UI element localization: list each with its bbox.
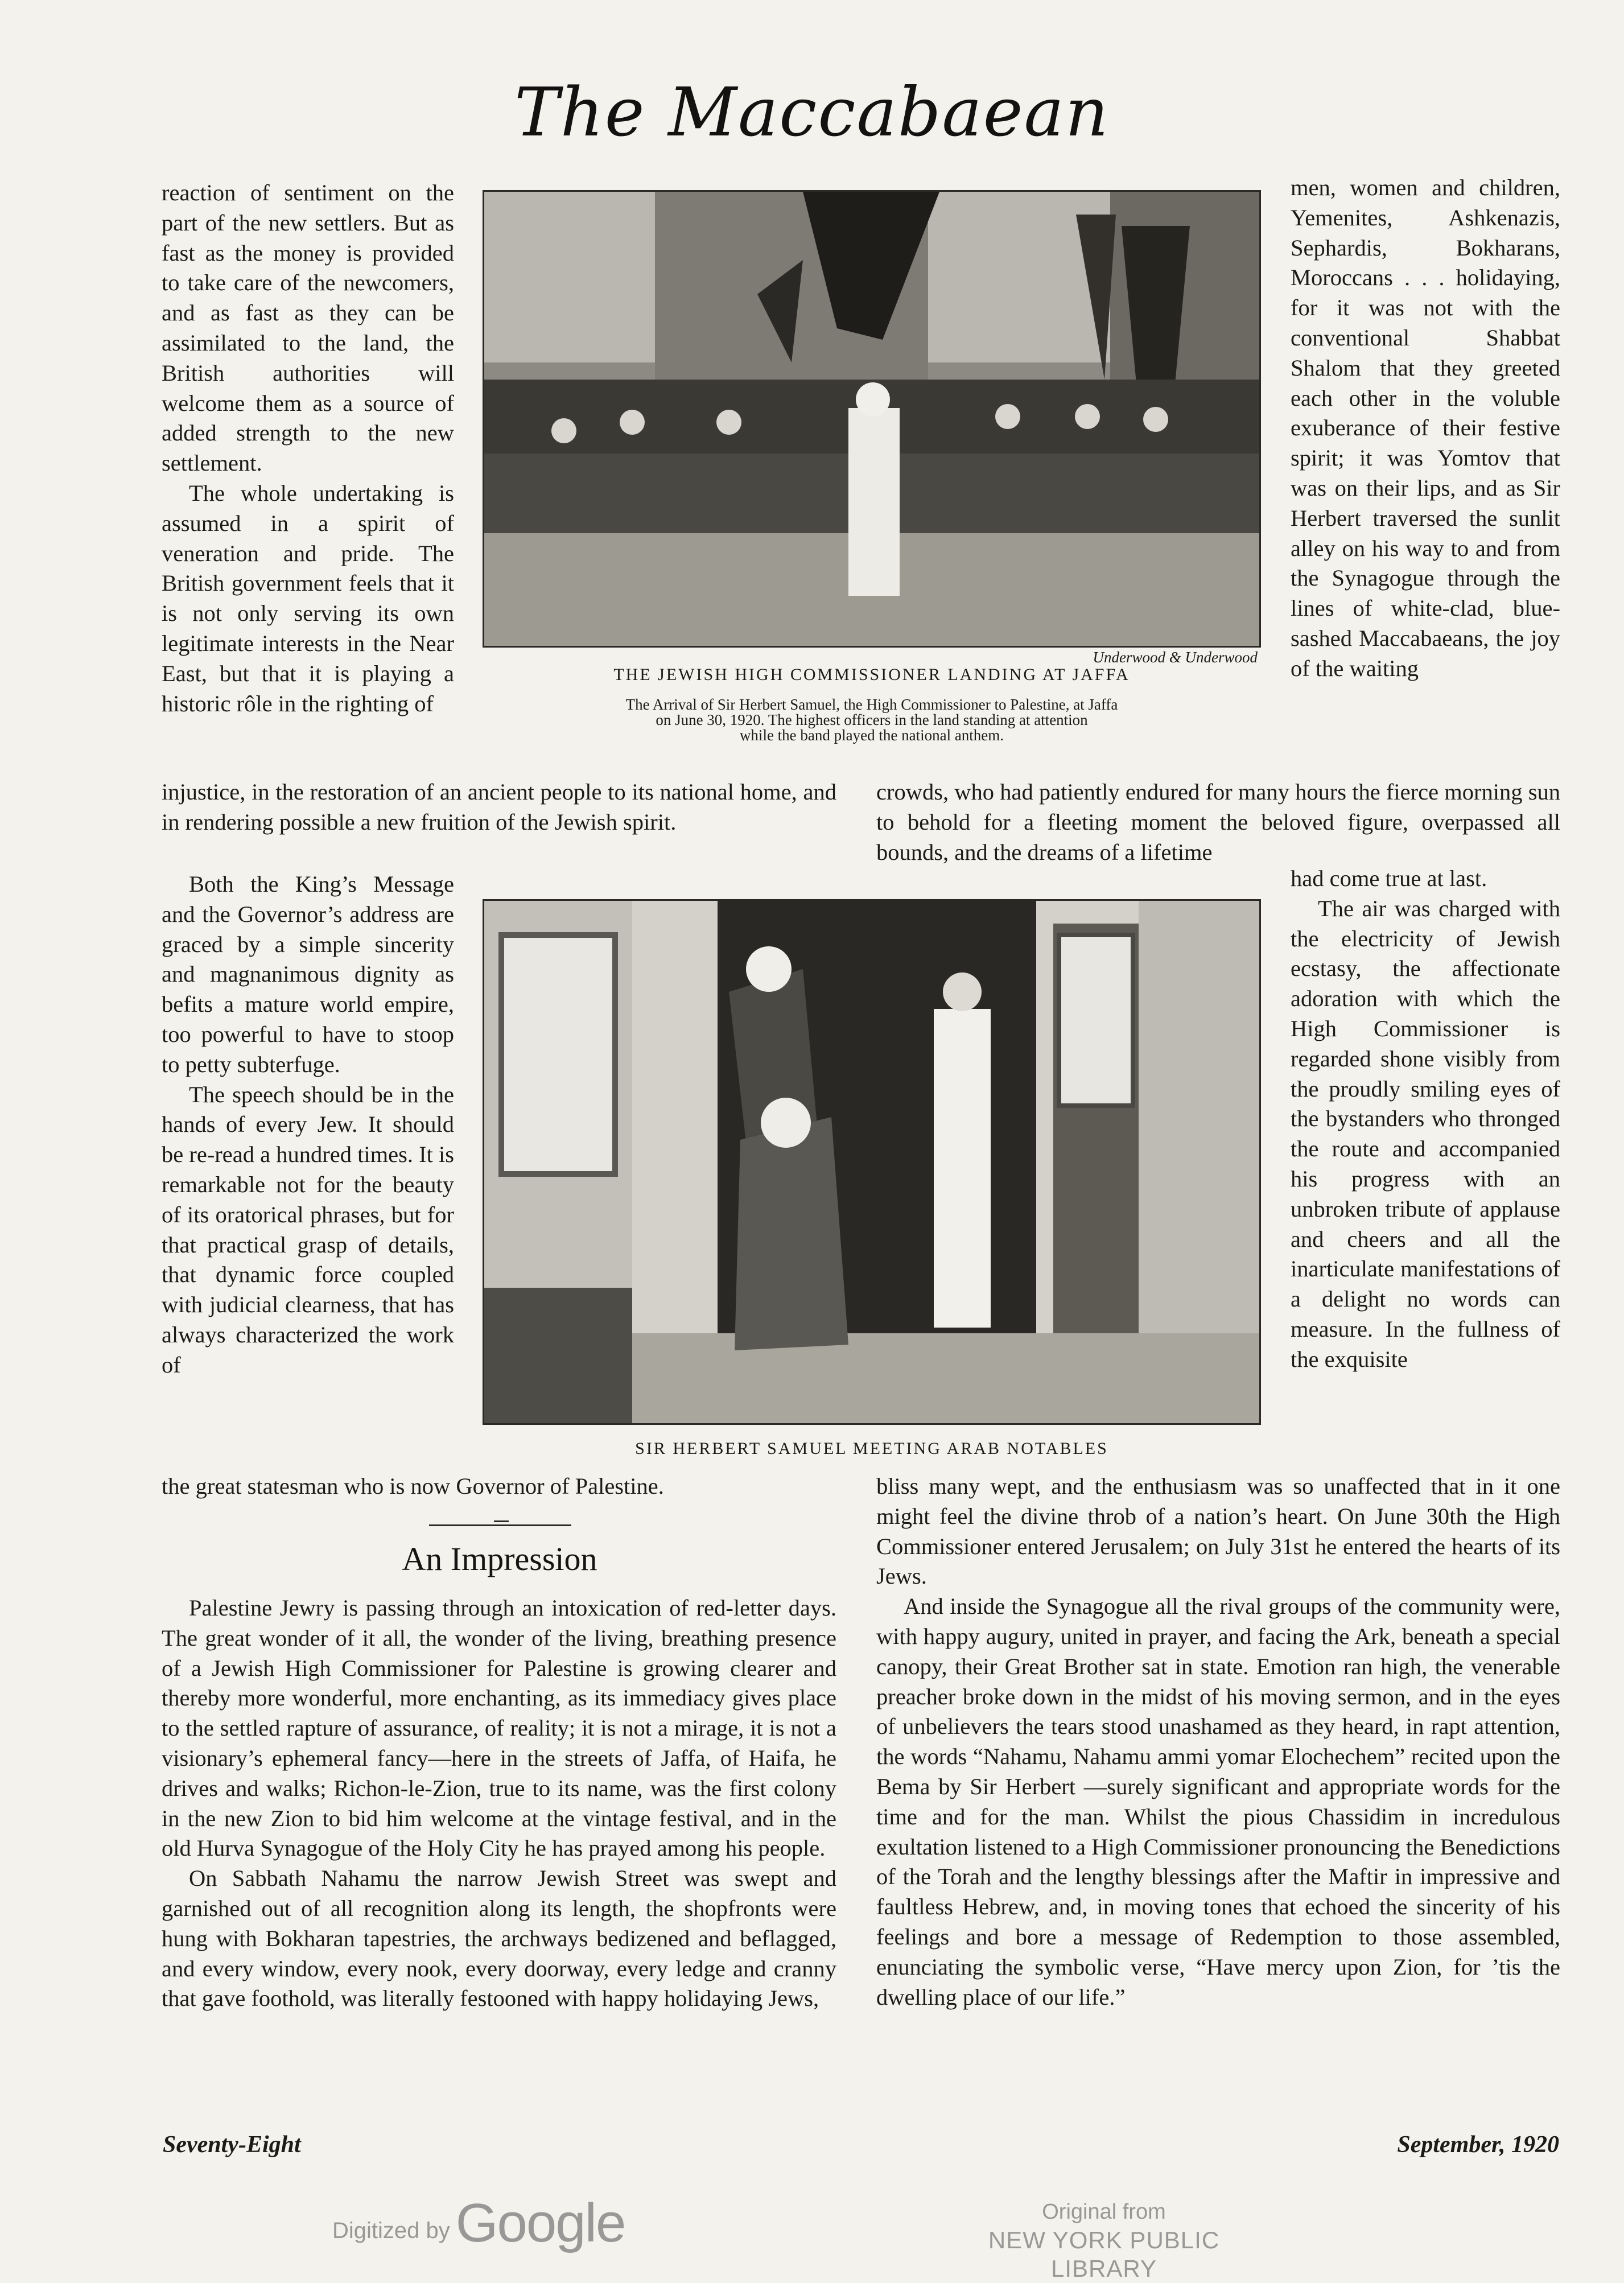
paragraph: On Sabbath Nahamu the narrow Jewish Street was swept and garnished out of all recognition along its length, the shopfronts were hung with Bokharan tapestries, the archways bedizened and beflagged, and every window, every nook, every doorway, every ledge and cranny that gave foothold, was literally festooned with happy holidaying Jews, — [162, 1865, 836, 2012]
photo-credit: Underwood & Underwood — [1093, 649, 1258, 666]
paragraph: bliss many wept, and the enthusiasm was so unaffected that in it one might feel the divine throb of a nation’s heart. On June 30th the High Commissioner entered Jerusalem; on July 31st he entered the hearts of its Jews. — [876, 1473, 1560, 1589]
paragraph: crowds, who had patiently endured for many hours the fierce morning sun to behold for a fleeting moment the beloved figure, overpassed all bounds, and the dreams of a lifetime — [876, 779, 1560, 865]
photo-landing-image — [484, 192, 1259, 646]
original-from-text: Original from — [1042, 2200, 1166, 2224]
photo-landing-at-jaffa — [483, 190, 1261, 648]
digitized-by-mark — [332, 2192, 625, 2255]
paragraph: And inside the Synagogue all the rival groups of the community were, with happy augury, united in prayer, and facing the Ark, beneath a special canopy, their Great Brother sat in state. Emotion ran high, the venerable preacher broke down in the midst of his moving sermon, and in the eyes of unbelievers the tears stood unashamed as they heard, in rapt attention, the words “Nahamu, Nahamu ammi yomar Elochechem” recited upon the Bema by Sir Herbert —surely significant and appropriate words for the time and for the man. Whilst the pious Chassidim in incredulous exultation listened to a High Commissioner pronouncing the Benedictions of the Torah and the lengthy blessings after the Maftir in impressive and faultless Hebrew, and, in moving tones that echoed the sincerity of his feelings and bore a message of Redemption to those assembled, enunciating the symbolic verse, “Have mercy upon Zion, for ’tis the dwelling place of our life.” — [876, 1593, 1560, 2010]
masthead: The Maccabaean — [514, 73, 1110, 151]
section-rule-mark — [494, 1520, 509, 1522]
line-wide — [876, 1472, 1560, 2012]
paragraph: reaction of sentiment on the part of the new settlers. But as fast as the money is provided to take care of the newcomers, and as fast as they can be assimilated to the land, the British authorities will welcome them as a source of added strength to the new settlement. — [162, 180, 454, 476]
caption-line: The Arrival of Sir Herbert Samuel, the High Commissioner to Palestine, at Jaffa — [625, 696, 1118, 713]
section-heading: An Impression — [402, 1540, 597, 1577]
column-left-top — [162, 178, 454, 719]
photo-caption-title: THE JEWISH HIGH COMMISSIONER LANDING AT JAFFA — [613, 665, 1130, 684]
library-name: NEW YORK PUBLIC LIBRARY — [988, 2227, 1220, 2282]
issue-date: September, 1920 — [1397, 2132, 1559, 2158]
paragraph: injustice, in the restoration of an ancient people to its national home, and in rendering possible a new fruition of the Jewish spirit. — [162, 779, 836, 835]
paragraph: had come true at last. — [1291, 866, 1487, 891]
digitized-by-text: Digitized by — [332, 2218, 450, 2243]
google-logo: Google — [455, 2193, 625, 2253]
line-wide — [876, 777, 1560, 867]
paragraph: The whole undertaking is assumed in a spirit of veneration and pride. The British government feels that it is not only serving its own legitimate interests in the Near East, but that it is playing a historic rôle in the righting of — [162, 480, 454, 716]
column-left-middle — [162, 869, 454, 1380]
photo-notables-image — [484, 901, 1259, 1423]
section-rule — [429, 1524, 571, 1526]
caption-line: while the band played the national anthem. — [739, 727, 1004, 744]
column-right-middle — [1291, 864, 1560, 1375]
paragraph: the great statesman who is now Governor of Palestine. — [162, 1473, 664, 1499]
column-left-bottom — [162, 1593, 836, 2014]
photo-caption-notables: SIR HERBERT SAMUEL MEETING ARAB NOTABLES — [635, 1439, 1108, 1458]
line-wide — [162, 1472, 836, 1502]
paragraph: Both the King’s Message and the Governor’s address are graced by a simple sincerity and magnanimous dignity as befits a mature world empire, too powerful to have to stoop to petty subterfuge. — [162, 871, 454, 1077]
paragraph: men, women and children, Yemenites, Ashkenazis, Sephardis, Bokharans, Moroccans . . . holidaying, for it was not with the conventional Shabbat Shalom that they greeted each other in the voluble exuberance of their festive spirit; it was Yomtov that was on their lips, and as Sir Herbert traversed the sunlit alley on his way to and from the Synagogue through the lines of white-clad, blue-sashed Maccabaeans, the joy of the waiting — [1291, 175, 1560, 681]
paragraph: The speech should be in the hands of every Jew. It should be re-read a hundred times. It is remarkable not for the beauty of its oratorical phrases, but for that practical grasp of details, that dynamic force coupled with judicial clearness, that has always characterized the work of — [162, 1081, 454, 1378]
photo-caption-text — [484, 697, 1260, 743]
library-attribution — [933, 2198, 1275, 2283]
photo-arab-notables — [483, 899, 1261, 1425]
paragraph: Palestine Jewry is passing through an intoxication of red-letter days. The great wonder of it all, the wonder of the living, breathing presence of a Jewish High Commissioner for Palestine is growing clearer and thereby more wonderful, more enchanting, as its immediacy gives place to the settled rapture of assurance, of reality; it is not a mirage, it is not a visionary’s ephemeral fancy—here in the streets of Jaffa, of Haifa, he drives and walks; Richon-le-Zion, true to its name, was the first colony in the new Zion to bid him welcome at the vintage festival, and in the old Hurva Synagogue of the Holy City he has prayed among his people. — [162, 1595, 836, 1861]
page-number: Seventy-Eight — [163, 2132, 301, 2158]
column-right-top — [1291, 173, 1560, 684]
caption-line: on June 30, 1920. The highest officers in the land standing at attention — [656, 711, 1088, 728]
paragraph: The air was charged with the electricity of Jewish ecstasy, the affectionate adoration with which the High Commissioner is regarded shone visibly from the proudly smiling eyes of the bystanders who thronged the route and accompanied his progress with an unbroken tribute of applause and cheers and all the inarticulate manifestations of a delight no words can measure. In the fullness of the exquisite — [1291, 895, 1560, 1372]
line-wide — [162, 777, 836, 838]
